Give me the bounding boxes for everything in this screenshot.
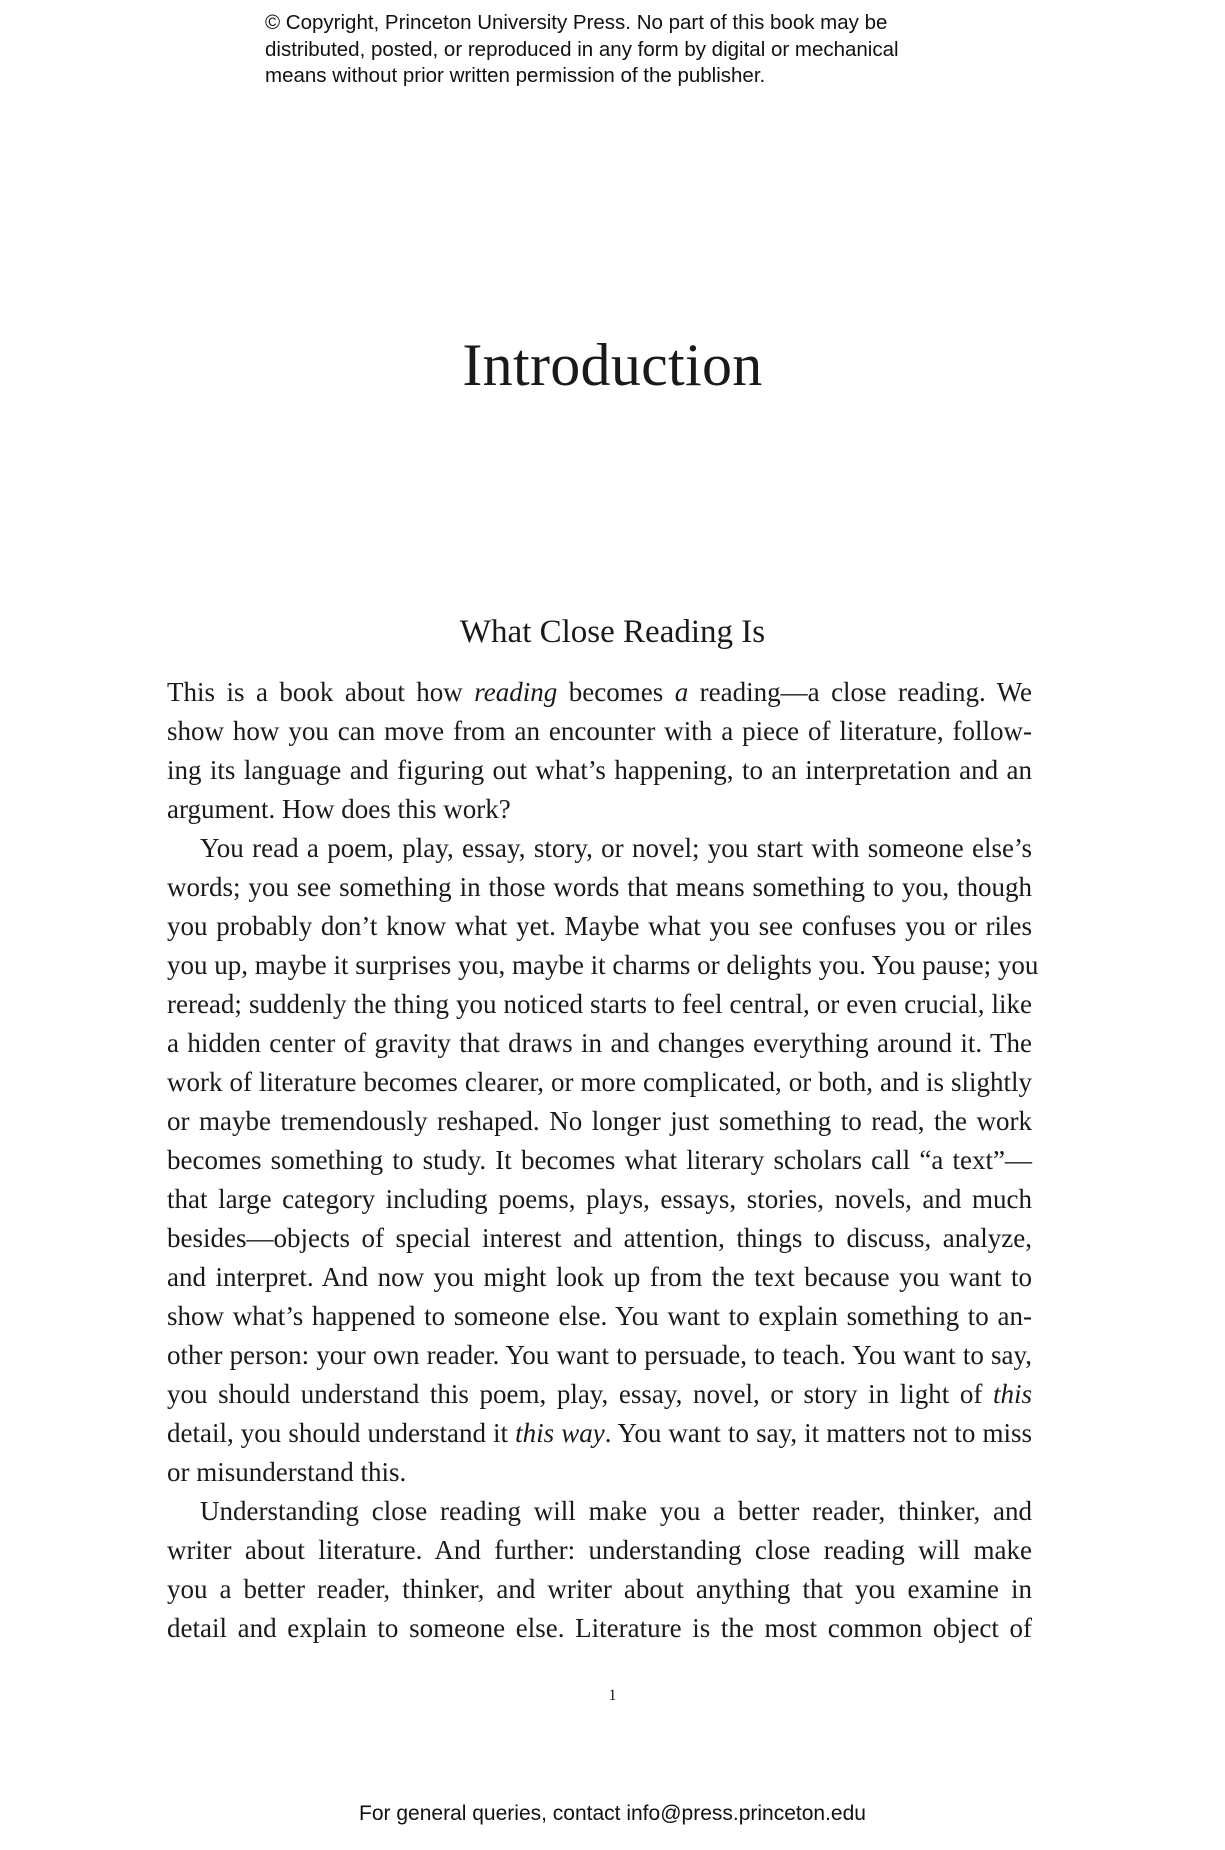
text-line: detail, you should understand it this way. You want to say, it matters not to miss — [167, 1418, 1032, 1448]
italic-text: this — [992, 1379, 1032, 1409]
text-line: you should understand this poem, play, essay, novel, or story in light of this — [167, 1379, 1032, 1409]
section-title: What Close Reading Is — [459, 614, 766, 650]
text-line: or misunderstand this. — [167, 1457, 407, 1487]
body-text — [167, 673, 1039, 1648]
text-line: work of literature becomes clearer, or more complicated, or both, and is slightly — [167, 1067, 1032, 1097]
text-line: besides—objects of special interest and attention, things to discuss, analyze, — [167, 1223, 1032, 1253]
paragraph — [167, 829, 1039, 1492]
copyright-notice — [265, 10, 985, 90]
copyright-line: © Copyright, Princeton University Press. No part of this book may be — [265, 11, 888, 34]
text-line: words; you see something in those words that means something to you, though — [167, 872, 1032, 902]
text-line: that large category including poems, plays, essays, stories, novels, and much — [167, 1184, 1032, 1214]
paragraph — [167, 673, 1032, 829]
text-line: you probably don’t know what yet. Maybe what you see confuses you or riles — [167, 911, 1032, 941]
text-line: and interpret. And now you might look up from the text because you want to — [167, 1262, 1032, 1292]
italic-text: this way — [515, 1418, 605, 1448]
text-line: Understanding close reading will make you a better reader, thinker, and — [200, 1496, 1032, 1526]
italic-text: a — [674, 677, 689, 707]
text-line: This is a book about how reading becomes a reading—a close reading. We — [167, 677, 1033, 707]
page-number: 1 — [608, 1687, 617, 1704]
text-line: detail and explain to someone else. Literature is the most common object of — [167, 1613, 1032, 1643]
copyright-line: means without prior written permission of the publisher. — [265, 64, 766, 87]
text-line: a hidden center of gravity that draws in and changes everything around it. The — [167, 1028, 1032, 1058]
text-line: you a better reader, thinker, and writer about anything that you examine in — [167, 1574, 1032, 1604]
copyright-line: distributed, posted, or reproduced in any form by digital or mechanical — [265, 37, 899, 61]
text-line: you up, maybe it surprises you, maybe it charms or delights you. You pause; you — [167, 950, 1039, 980]
paragraph — [167, 1492, 1032, 1648]
text-line: reread; suddenly the thing you noticed starts to feel central, or even crucial, like — [167, 989, 1032, 1019]
text-line: show how you can move from an encounter with a piece of literature, follow- — [167, 716, 1032, 746]
footer-contact: For general queries, contact info@press.princeton.edu — [359, 1802, 866, 1825]
text-line: You read a poem, play, essay, story, or novel; you start with someone else’s — [200, 833, 1032, 863]
italic-text: reading — [474, 677, 558, 707]
text-line: other person: your own reader. You want to persuade, to teach. You want to say, — [167, 1340, 1032, 1370]
chapter-title: Introduction — [462, 332, 763, 398]
text-line: argument. How does this work? — [167, 794, 511, 824]
text-line: becomes something to study. It becomes what literary scholars call “a text”— — [167, 1145, 1032, 1175]
text-line: ing its language and figuring out what’s happening, to an interpretation and an — [167, 755, 1032, 785]
text-line: writer about literature. And further: understanding close reading will make — [167, 1535, 1032, 1565]
text-line: or maybe tremendously reshaped. No longer just something to read, the work — [167, 1106, 1032, 1136]
text-line: show what’s happened to someone else. You want to explain something to an- — [167, 1301, 1032, 1331]
